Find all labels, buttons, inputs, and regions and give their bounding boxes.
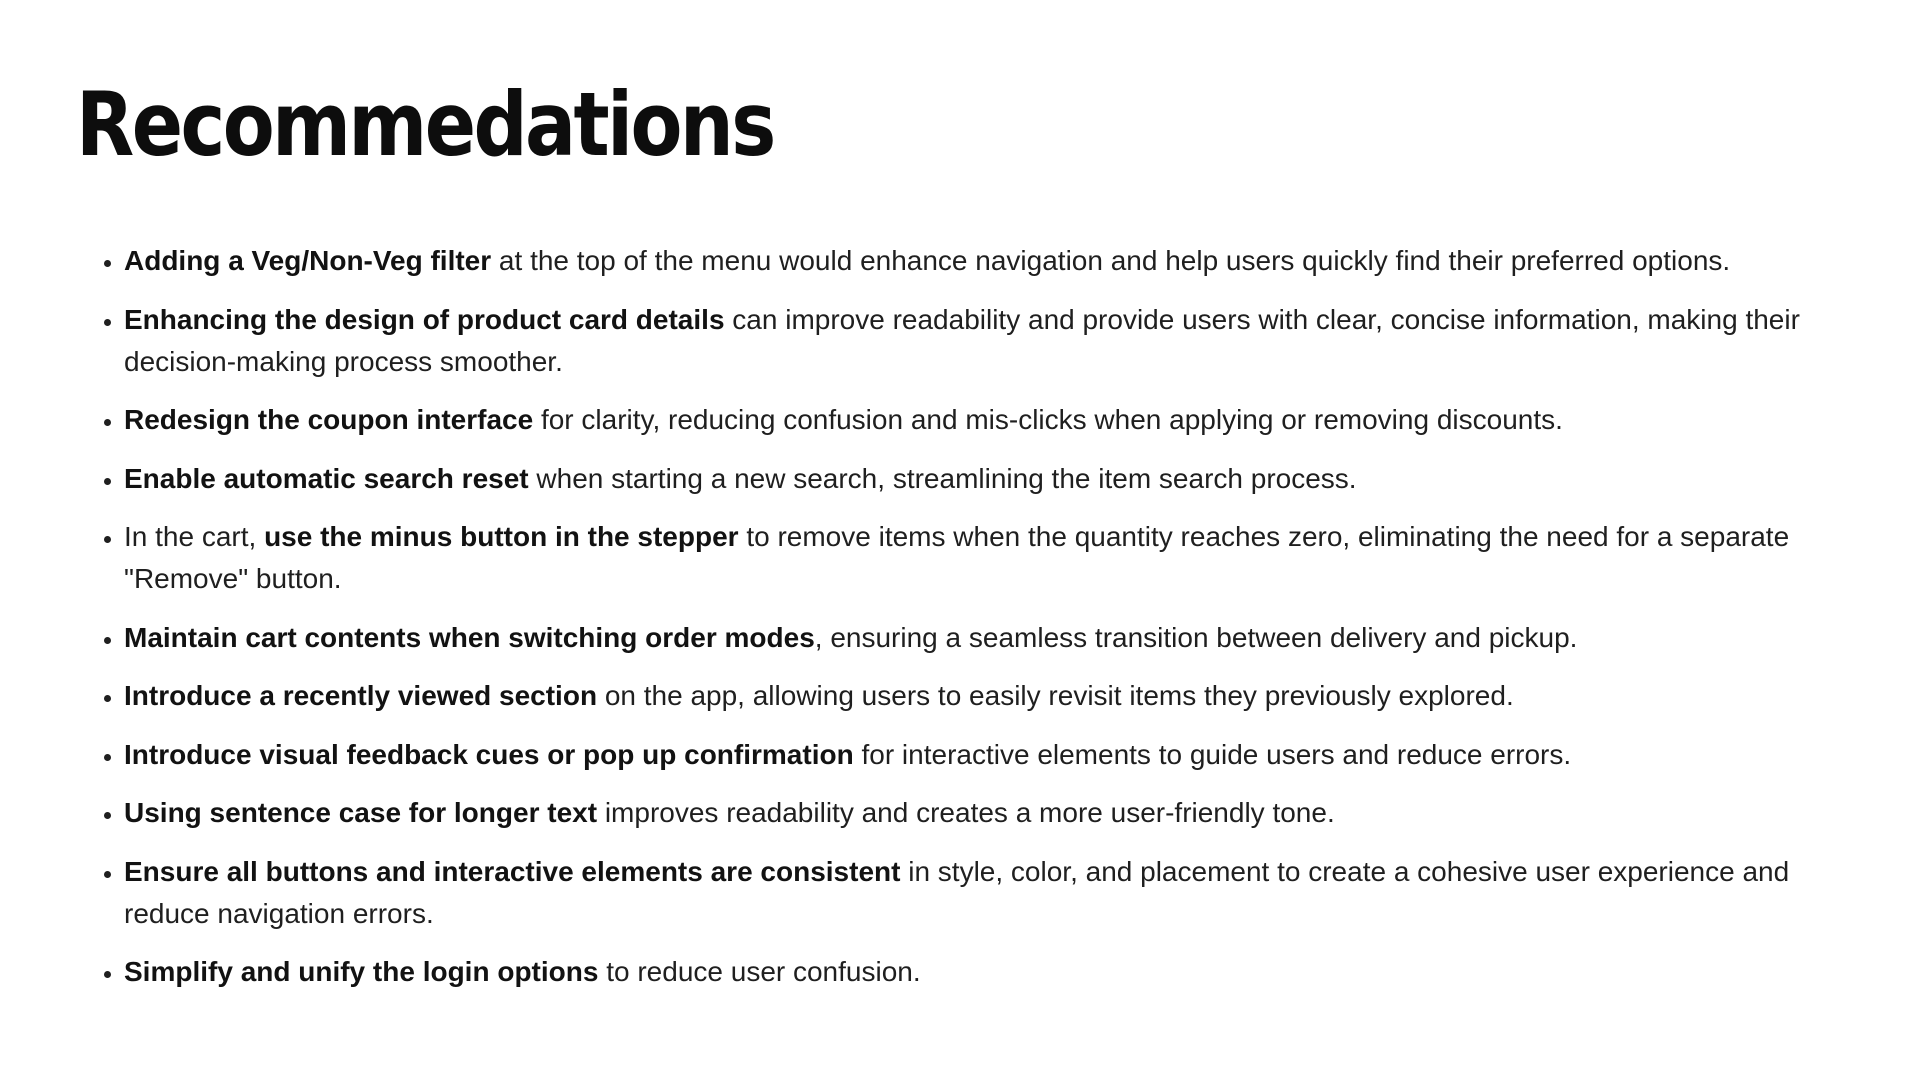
item-text: at the top of the menu would enhance navigation and help users quickly find their preferred options. (491, 245, 1731, 276)
item-bold: Introduce visual feedback cues or pop up confirmation (124, 738, 854, 770)
item-text: can improve readability and provide users with clear, concise information, making their decision-making process smoother. (124, 303, 1800, 377)
page-title: Recommedations (76, 73, 774, 176)
item-bold: Ensure all buttons and interactive elements are consistent (124, 855, 901, 887)
item-bold: Enable automatic search reset (124, 462, 529, 494)
item-text: for interactive elements to guide users and reduce errors. (853, 738, 1572, 770)
list-item (124, 299, 1864, 383)
recommendations-list (98, 240, 1864, 1010)
item-text: in style, color, and placement to create a cohesive user experience and reduce navigation errors. (124, 855, 1790, 929)
item-bold: use the minus button in the stepper (264, 521, 739, 552)
item-text: when starting a new search, streamlining the item search process. (528, 462, 1357, 494)
item-text: improves readability and creates a more user-friendly tone. (597, 797, 1335, 828)
item-bold: Using sentence case for longer text (124, 797, 598, 828)
list-item (124, 399, 1864, 441)
item-bold: Enhancing the design of product card details (124, 303, 725, 335)
item-text: , ensuring a seamless transition between delivery and pickup. (814, 621, 1578, 653)
item-text: on the app, allowing users to easily revisit items they previously explored. (597, 680, 1514, 711)
list-item (124, 951, 1864, 993)
item-text: for clarity, reducing confusion and mis-clicks when applying or removing discounts. (533, 404, 1563, 435)
list-item (124, 851, 1864, 935)
item-bold: Maintain cart contents when switching order modes (124, 621, 815, 653)
list-item (124, 734, 1864, 776)
list-item (124, 792, 1864, 834)
item-bold: Introduce a recently viewed section (124, 680, 598, 711)
list-item (124, 458, 1864, 500)
list-item (124, 516, 1864, 600)
item-lead: In the cart, (124, 521, 265, 552)
item-text: to reduce user confusion. (598, 956, 921, 987)
item-text: to remove items when the quantity reaches zero, eliminating the need for a separate "Remove" button. (124, 521, 1790, 594)
list-item (124, 240, 1864, 282)
item-bold: Redesign the coupon interface (124, 404, 534, 435)
item-bold: Adding a Veg/Non-Veg filter (124, 245, 492, 276)
list-item (124, 617, 1864, 659)
list-item (124, 675, 1864, 717)
item-bold: Simplify and unify the login options (124, 956, 599, 987)
